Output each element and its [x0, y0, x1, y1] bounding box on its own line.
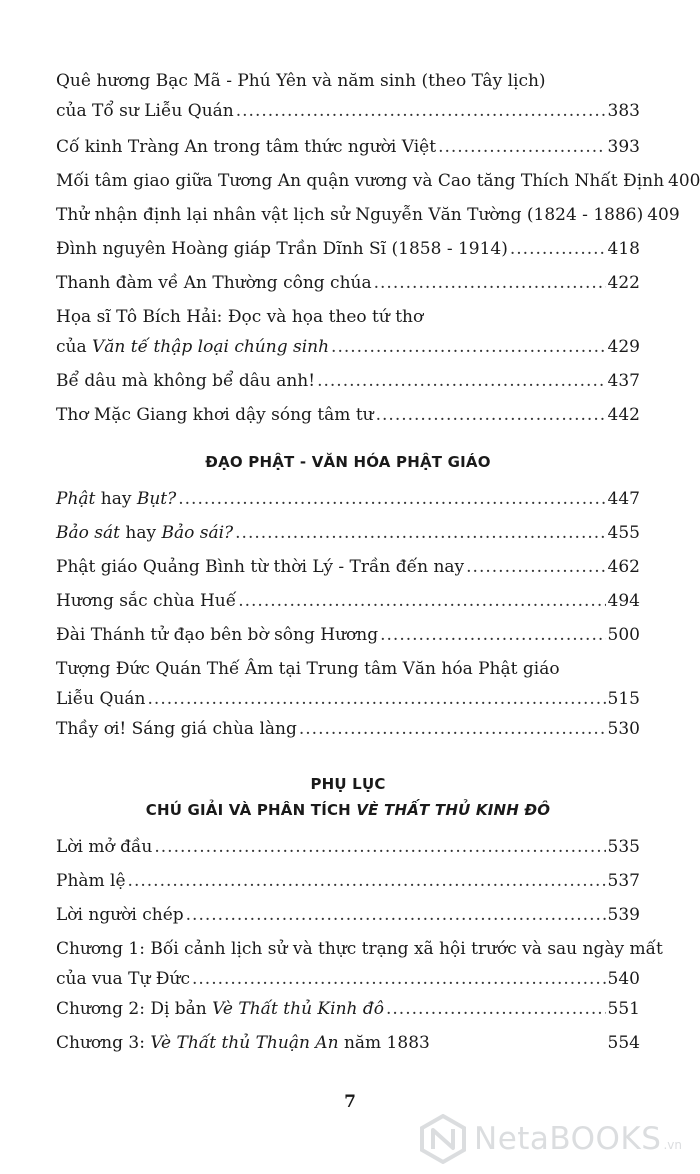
title-text: Phàm lệ: [56, 871, 126, 891]
toc-entry-line: [56, 238, 640, 260]
title-text: Thử nhận định lại nhân vật lịch sử Nguyễn Văn Tường (1824 - 1886): [56, 205, 644, 225]
title-text: Đài Thánh tử đạo bên bờ sông Hương: [56, 625, 379, 645]
dot-leader: [510, 238, 606, 260]
toc-entry-line: [56, 836, 640, 858]
title-italic-text: Bảo sái?: [161, 523, 234, 543]
toc-page-number: 540: [607, 969, 640, 989]
title-text: Bể dâu mà không bể dâu anh!: [56, 371, 316, 391]
title-text: của Tổ sư Liễu Quán: [56, 101, 234, 121]
title-text: hay: [95, 489, 137, 509]
dot-leader: [148, 688, 606, 710]
toc-entry-line: [56, 100, 640, 122]
dot-leader: [380, 624, 605, 646]
toc-entry: [56, 488, 640, 510]
toc-entry-line: [56, 370, 640, 392]
toc-entry: [56, 590, 640, 612]
toc-page-number: 422: [607, 273, 640, 293]
toc-entry: [56, 204, 680, 226]
toc-entry: [56, 70, 640, 122]
toc-entry-title: [56, 904, 184, 926]
toc-entry: [56, 870, 640, 892]
toc-entry-line: [56, 718, 640, 740]
title-text: Lời mở đầu: [56, 837, 153, 857]
netabooks-watermark: [418, 1110, 696, 1168]
title-text: Họa sĩ Tô Bích Hải: Đọc và họa theo tứ thơ: [56, 307, 424, 327]
dot-leader: [438, 136, 605, 158]
toc-page-number: 447: [607, 489, 640, 509]
toc-page-number: 418: [607, 239, 640, 259]
toc-entry-line: [56, 904, 640, 926]
toc-entry: [56, 938, 663, 990]
toc-page-number: 429: [607, 337, 640, 357]
toc-entry: [56, 272, 640, 294]
toc-entry-title: [56, 336, 329, 358]
toc-entry-title: [56, 522, 233, 544]
title-text: của vua Tự Đức: [56, 969, 190, 989]
toc-entry-title: [56, 718, 297, 740]
toc-entry: [56, 136, 640, 158]
toc-entry-title: [56, 306, 423, 328]
title-italic-text: Bảo sát: [56, 523, 120, 543]
toc-entry-title: [56, 688, 146, 710]
toc-entry: [56, 658, 640, 710]
title-italic-text: Vè Thất thủ Thuận An: [150, 1033, 339, 1053]
title-text: Thanh đàm về An Thường công chúa: [56, 273, 372, 293]
toc-page-number: 494: [607, 591, 640, 611]
toc-entry-title: [56, 488, 176, 510]
toc-entry-line: [56, 938, 663, 960]
toc-entry-line: [56, 272, 640, 294]
toc-entry-title: [56, 658, 560, 680]
toc-entry: [56, 1032, 640, 1054]
heading-italic-text: VÈ THẤT THỦ KINH ĐÔ: [356, 801, 551, 819]
toc-entry-line: [56, 204, 680, 226]
toc-entry-title: [56, 370, 315, 392]
dot-leader: [178, 488, 605, 510]
title-italic-text: Vè Thất thủ Kinh đô: [212, 999, 384, 1019]
toc-entry: [56, 718, 640, 740]
title-text: Tượng Đức Quán Thế Âm tại Trung tâm Văn hóa Phật giáo: [56, 659, 560, 679]
toc-entry-line: [56, 136, 640, 158]
toc-entry-line: [56, 870, 640, 892]
toc-entry-line: [56, 404, 640, 426]
toc-page-number: 551: [607, 999, 640, 1019]
toc-entry-line: [56, 590, 640, 612]
toc-entry-line: [56, 70, 640, 92]
toc-entry: [56, 306, 640, 358]
toc-page-number: 393: [607, 137, 640, 157]
page-number: 7: [344, 1092, 356, 1112]
title-italic-text: Phật: [56, 489, 96, 509]
logo-brand-text: NetaBOOKS: [474, 1121, 662, 1157]
toc-entry-title: [56, 590, 236, 612]
toc-entry: [56, 556, 640, 578]
toc-entry-line: [56, 688, 640, 710]
dot-leader: [376, 404, 606, 426]
toc-entry-title: [56, 1032, 430, 1054]
title-text: Chương 3:: [56, 1033, 151, 1053]
toc-page-number: 535: [607, 837, 640, 857]
title-text: Phật giáo Quảng Bình từ thời Lý - Trần đến nay: [56, 557, 465, 577]
toc-entry: [56, 998, 640, 1020]
toc-entry: [56, 170, 700, 192]
toc-entry: [56, 370, 640, 392]
toc-entry-line: [56, 522, 640, 544]
toc-page-number: 537: [607, 871, 640, 891]
section-heading-phu-luc: PHỤ LỤC: [310, 775, 386, 793]
toc-entry: [56, 404, 640, 426]
title-text: Cố kinh Tràng An trong tâm thức người Việt: [56, 137, 437, 157]
toc-page-number: 409: [647, 205, 680, 225]
toc-entry-title: [56, 238, 508, 260]
toc-page-number: 437: [607, 371, 640, 391]
toc-entry-line: [56, 336, 640, 358]
toc-entry-line: [56, 658, 640, 680]
dot-leader: [236, 100, 606, 122]
toc-entry-line: [56, 556, 640, 578]
title-text: Chương 1: Bối cảnh lịch sử và thực trạng xã hội trước và sau ngày mất: [56, 939, 663, 959]
toc-entry: [56, 624, 640, 646]
toc-page-number: 455: [607, 523, 640, 543]
title-text: năm 1883: [338, 1033, 430, 1053]
toc-entry: [56, 238, 640, 260]
toc-entry-line: [56, 624, 640, 646]
dot-leader: [374, 272, 606, 294]
toc-entry-line: [56, 998, 640, 1020]
dot-leader: [386, 998, 606, 1020]
toc-page-number: 400: [668, 171, 700, 191]
dot-leader: [186, 904, 606, 926]
dot-leader: [192, 968, 606, 990]
title-italic-text: Văn tế thập loại chúng sinh: [92, 337, 330, 357]
title-text: Hương sắc chùa Huế: [56, 591, 237, 611]
title-text: Đình nguyên Hoàng giáp Trần Dĩnh Sĩ (1858 - 1914): [56, 239, 508, 259]
toc-entry-title: [56, 556, 464, 578]
toc-entry-title: [56, 100, 234, 122]
toc-page-number: 383: [607, 101, 640, 121]
dot-leader: [466, 556, 605, 578]
title-italic-text: Bụt?: [136, 489, 177, 509]
toc-entry: [56, 836, 640, 858]
toc-entry-title: [56, 836, 152, 858]
title-text: hay: [119, 523, 162, 543]
toc-entry-title: [56, 870, 126, 892]
title-text: Thầy ơi! Sáng giá chùa làng: [56, 719, 297, 739]
logo-tld-text: .vn: [663, 1138, 682, 1152]
netabooks-n-icon: [418, 1114, 468, 1164]
toc-entry: [56, 904, 640, 926]
toc-page-number: 539: [607, 905, 640, 925]
title-text: Chương 2: Dị bản: [56, 999, 213, 1019]
dot-leader: [317, 370, 605, 392]
title-text: Liễu Quán: [56, 689, 146, 709]
toc-entry-title: [56, 204, 643, 226]
toc-page-number: 442: [607, 405, 640, 425]
section-heading-dao-phat: ĐẠO PHẬT - VĂN HÓA PHẬT GIÁO: [205, 453, 491, 471]
toc-page-number: 515: [607, 689, 640, 709]
toc-entry-title: [56, 624, 378, 646]
dot-leader: [331, 336, 606, 358]
toc-entry-line: [56, 306, 640, 328]
toc-page-number: 554: [607, 1033, 640, 1053]
toc-entry-line: [56, 968, 640, 990]
title-text: Mối tâm giao giữa Tương An quận vương và Cao tăng Thích Nhất Định: [56, 171, 665, 191]
dot-leader: [238, 590, 605, 612]
toc-entry-title: [56, 938, 663, 960]
toc-entry: [56, 522, 640, 544]
toc-page-number: 462: [607, 557, 640, 577]
heading-text: CHÚ GIẢI VÀ PHÂN TÍCH: [145, 801, 357, 819]
toc-entry-title: [56, 70, 546, 92]
title-text: Thơ Mặc Giang khơi dậy sóng tâm tư: [56, 405, 374, 425]
section-heading-chu-giai: [56, 800, 640, 820]
toc-entry-title: [56, 404, 374, 426]
toc-entry-title: [56, 136, 436, 158]
title-text: Lời người chép: [56, 905, 184, 925]
toc-entry-line: [56, 170, 700, 192]
toc-entry-title: [56, 998, 384, 1020]
toc-page-number: 500: [607, 625, 640, 645]
dot-leader: [235, 522, 605, 544]
dot-leader: [154, 836, 605, 858]
toc-entry-title: [56, 170, 664, 192]
title-text: Quê hương Bạc Mã - Phú Yên và năm sinh (theo Tây lịch): [56, 71, 546, 91]
toc-entry-title: [56, 272, 372, 294]
toc-page-number: 530: [607, 719, 640, 739]
toc-entry-line: [56, 488, 640, 510]
dot-leader: [128, 870, 606, 892]
title-text: của: [56, 337, 93, 357]
toc-entry-title: [56, 968, 190, 990]
toc-entry-line: [56, 1032, 640, 1054]
dot-leader: [299, 718, 606, 740]
